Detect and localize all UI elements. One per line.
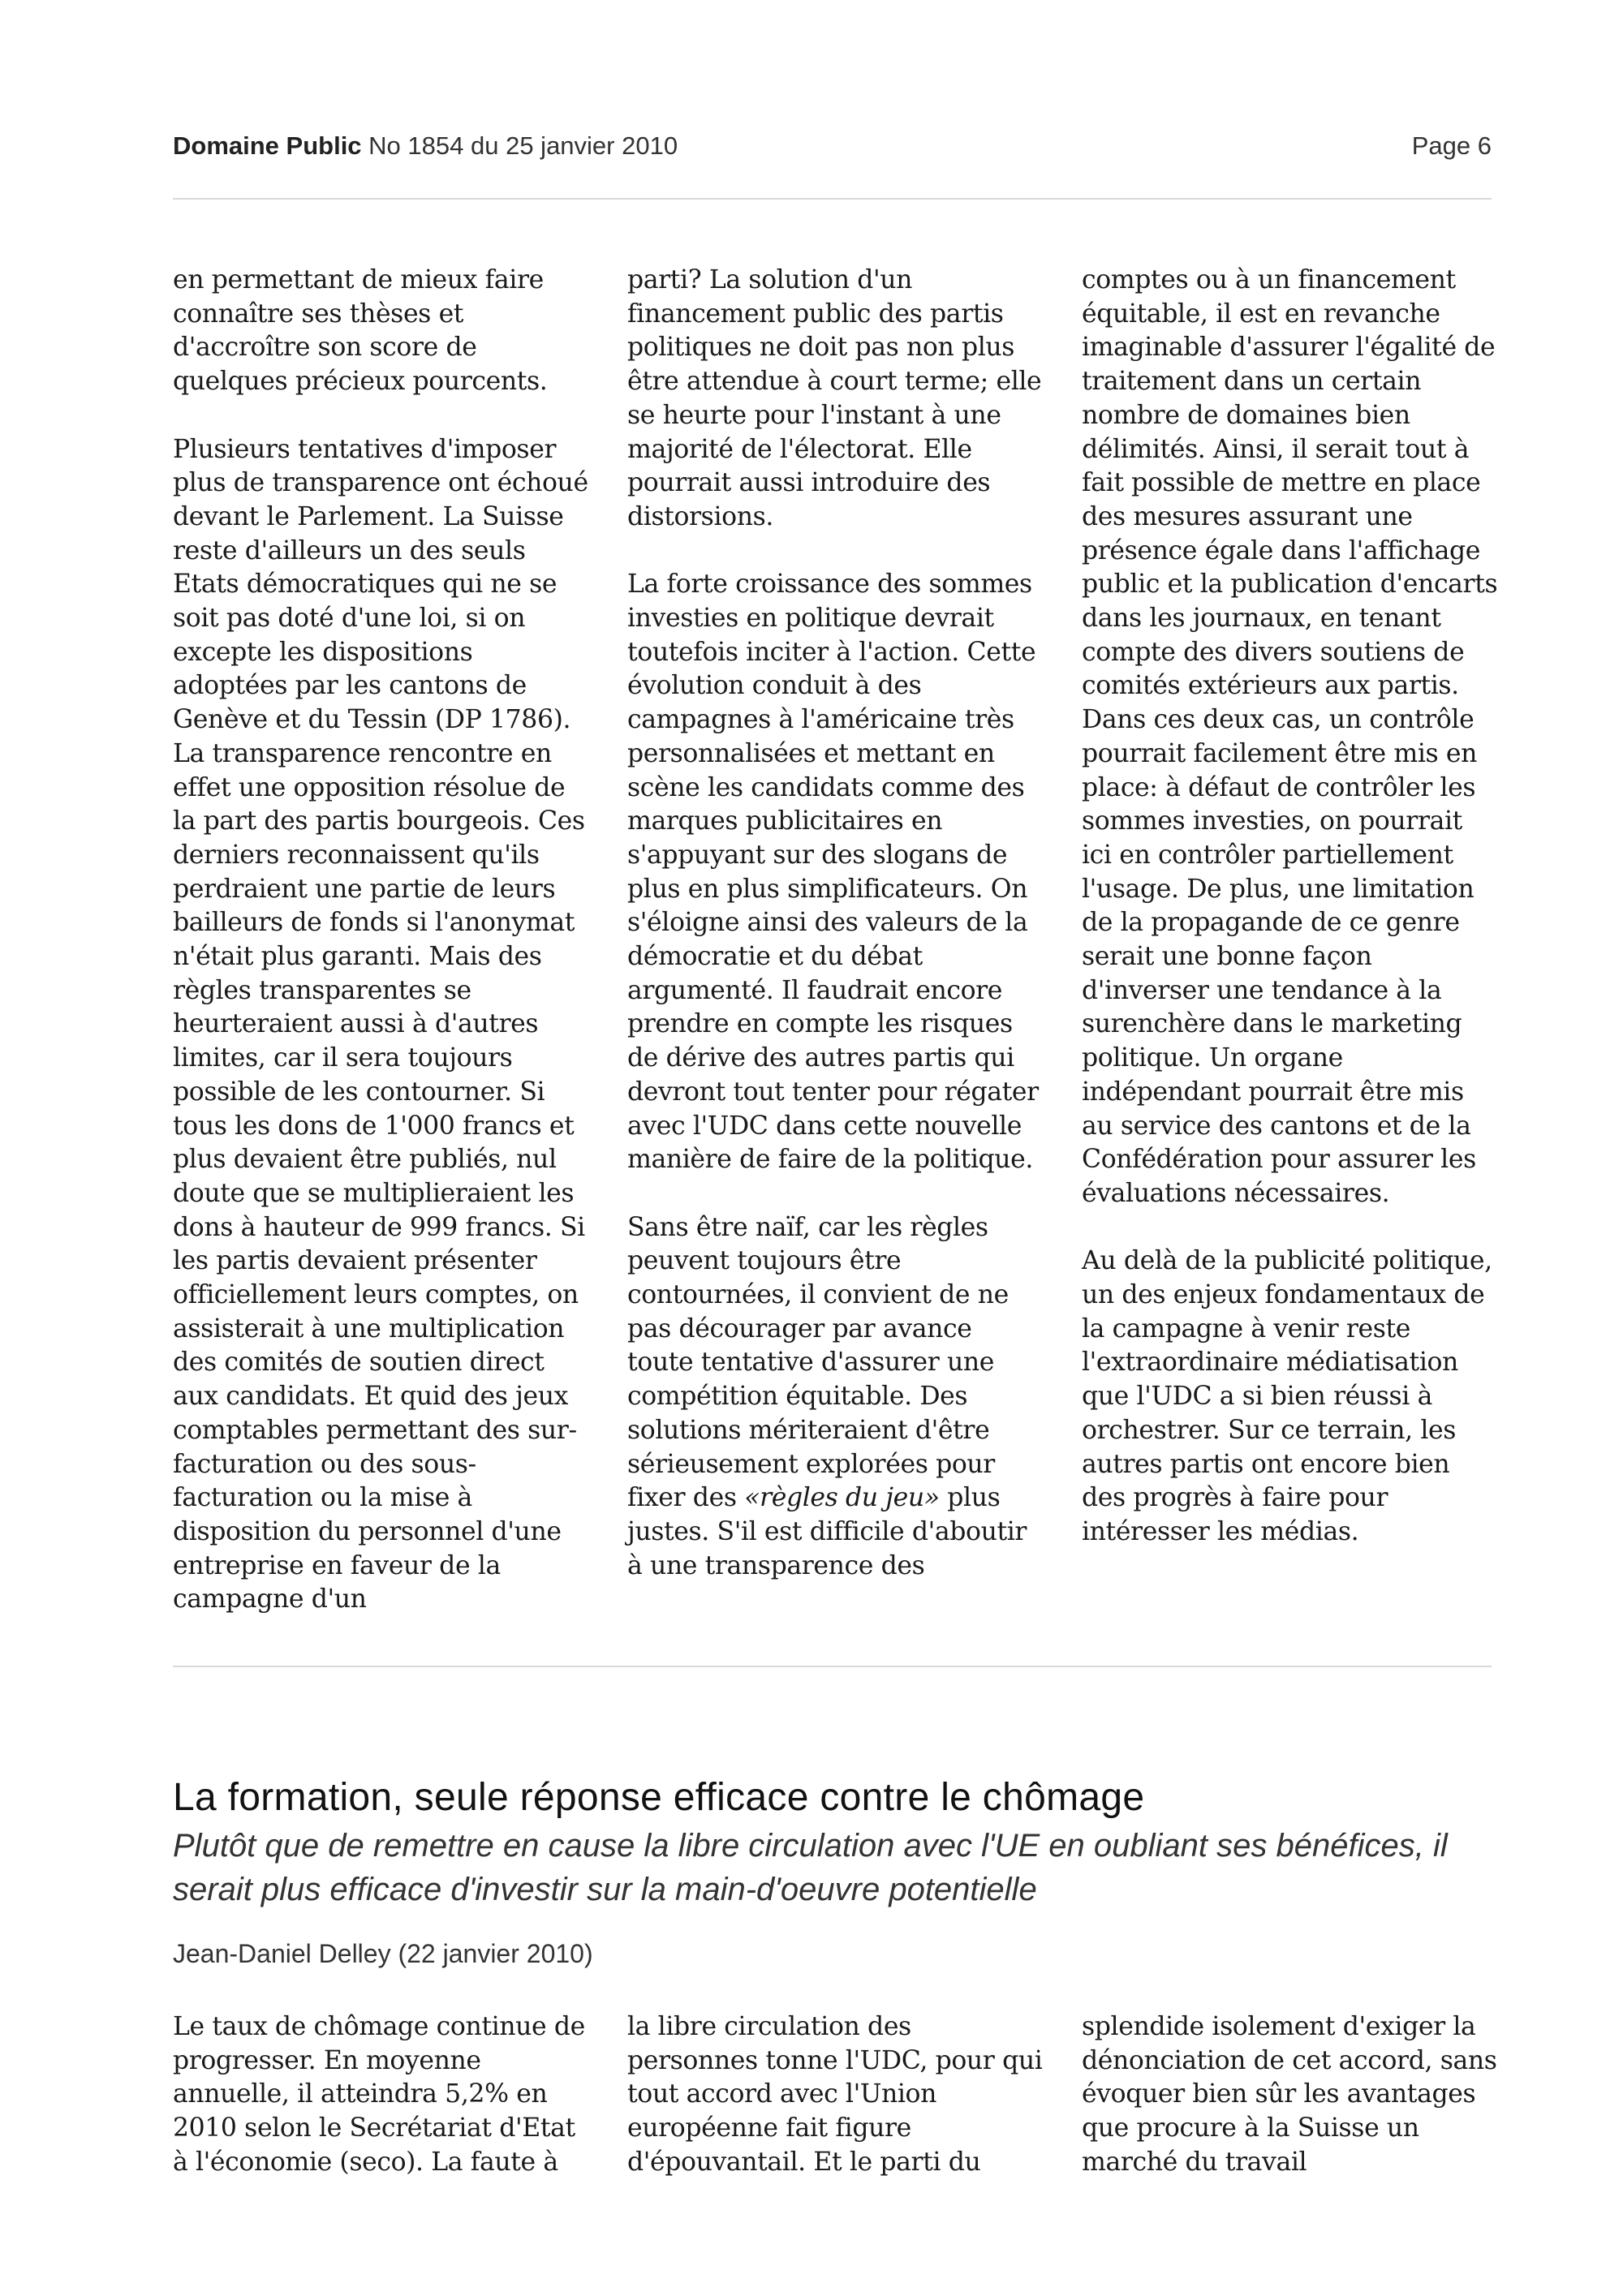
paragraph: parti? La solution d'un financement public des partis politiques ne doit pas non plus être attendue à court terme; elle se heurte pour l'instant à une majorité de l'électorat. Elle pourrait aussi introduire des distorsions. [627,265,1042,531]
paragraph: Le taux de chômage continue de progresser. En moyenne annuelle, il atteindra 5,2% en 2010 selon le Secrétariat d'Etat à l'économie (seco). La faute à [173,2012,585,2177]
article-subtitle: Plutôt que de remettre en cause la libre circulation avec l'UE en oubliant ses bénéfices, il serait plus efficace d'investir sur la main-d'oeuvre potentielle [173,1828,1448,1907]
paragraph: en permettant de mieux faire connaître ses thèses et d'accroître son score de quelques précieux pourcents. [173,265,548,397]
article2-column-2 [627,2010,1045,2180]
paragraph: La forte croissance des sommes investies en politique devrait toutefois inciter à l'action. Cette évolution conduit à des campagnes à l'américaine très personnalisées et mettant en scène les candidats comme des marques publicitaires en s'appuyant sur des slogans de plus en plus simplificateurs. On s'éloigne ainsi des valeurs de la démocratie et du débat argumenté. Il faudrait encore prendre en compte les risques de dérive des autres partis qui devront tout tenter pour régater avec l'UDC dans cette nouvelle manière de faire de la politique. [627,570,1039,1175]
paragraph: Au delà de la publicité politique, un des enjeux fondamentaux de la campagne à venir reste l'extraordinaire médiatisation que l'UDC a si bien réussi à orchestrer. Sur ce terrain, les autres partis ont encore bien des progrès à faire pour intéresser les médias. [1082,1246,1492,1546]
article1-column-2 [627,264,1045,1583]
paragraph: la libre circulation des personnes tonne l'UDC, pour qui tout accord avec l'Union européenne fait figure d'épouvantail. Et le parti du [627,2012,1043,2177]
paragraph [627,1211,1045,1584]
article1-column-1 [173,264,591,1617]
paragraph: Plusieurs tentatives d'imposer plus de transparence ont échoué devant le Parlement. La Suisse reste d'ailleurs un des seuls Etats démocratiques qui ne se soit pas doté d'une loi, si on excepte les dispositions adoptées par les cantons de Genève et du Tessin (DP 1786). La transparence rencontre en effet une opposition résolue de la part des partis bourgeois. Ces derniers reconnaissent qu'ils perdraient une partie de leurs bailleurs de fonds si l'anonymat n'était plus garanti. Mais des règles transparentes se heurteraient aussi à d'autres limites, car il sera toujours possible de les contourner. Si tous les dons de 1'000 francs et plus devaient être publiés, nul doute que se multiplieraient les dons à hauteur de 999 francs. Si les partis devaient présenter officiellement leurs comptes, on assisterait à une multiplication des comités de soutien direct aux candidats. Et quid des jeux comptables permettant des sur-facturation ou des sous-facturation ou la mise à disposition du personnel d'une entreprise en faveur de la campagne d'un [173,434,588,1615]
article-byline: Jean-Daniel Delley (22 janvier 2010) [173,1939,593,1968]
header-divider [173,198,1492,200]
article-title: La formation, seule réponse efficace contre le chômage [173,1776,1145,1819]
text-run: plus justes. S'il est difficile d'aboutir à une transparence des [627,1483,1027,1580]
text-run: Sans être naïf, car les règles peuvent toujours être contournées, il convient de ne pas décourager par avance toute tentative d'assurer une compétition équitable. Des solutions mériteraient d'être sérieusement explorées pour fixer des [627,1212,1009,1513]
paragraph: comptes ou à un financement équitable, il est en revanche imaginable d'assurer l'égalité de traitement dans un certain nombre de domaines bien délimités. Ainsi, il serait tout à fait possible de mettre en place des mesures assurant une présence égale dans l'affichage public et la publication d'encarts dans les journaux, en tenant compte des divers soutiens de comités extérieurs aux partis. Dans ces deux cas, un contrôle pourrait facilement être mis en place: à défaut de contrôler les sommes investies, on pourrait ici en contrôler partiellement l'usage. De plus, une limitation de la propagande de ce genre serait une bonne façon d'inverser une tendance à la surenchère dans le marketing politique. Un organe indépendant pourrait être mis au service des cantons et de la Confédération pour assurer les évaluations nécessaires. [1082,265,1498,1208]
article2-column-3 [1082,2010,1500,2180]
article-divider [173,1666,1492,1667]
article2-column-1 [173,2010,591,2180]
paragraph: splendide isolement d'exiger la dénonciation de cet accord, sans évoquer bien sûr les avantages que procure à la Suisse un marché du travail [1082,2012,1497,2177]
article1-column-3 [1082,264,1500,1550]
publication-name: Domaine Public [173,131,362,160]
emphasis-text: «règles du jeu» [744,1483,940,1513]
page-number: Page 6 [1411,131,1492,160]
header-publication-info [173,131,678,161]
issue-info: No 1854 du 25 janvier 2010 [368,131,678,160]
